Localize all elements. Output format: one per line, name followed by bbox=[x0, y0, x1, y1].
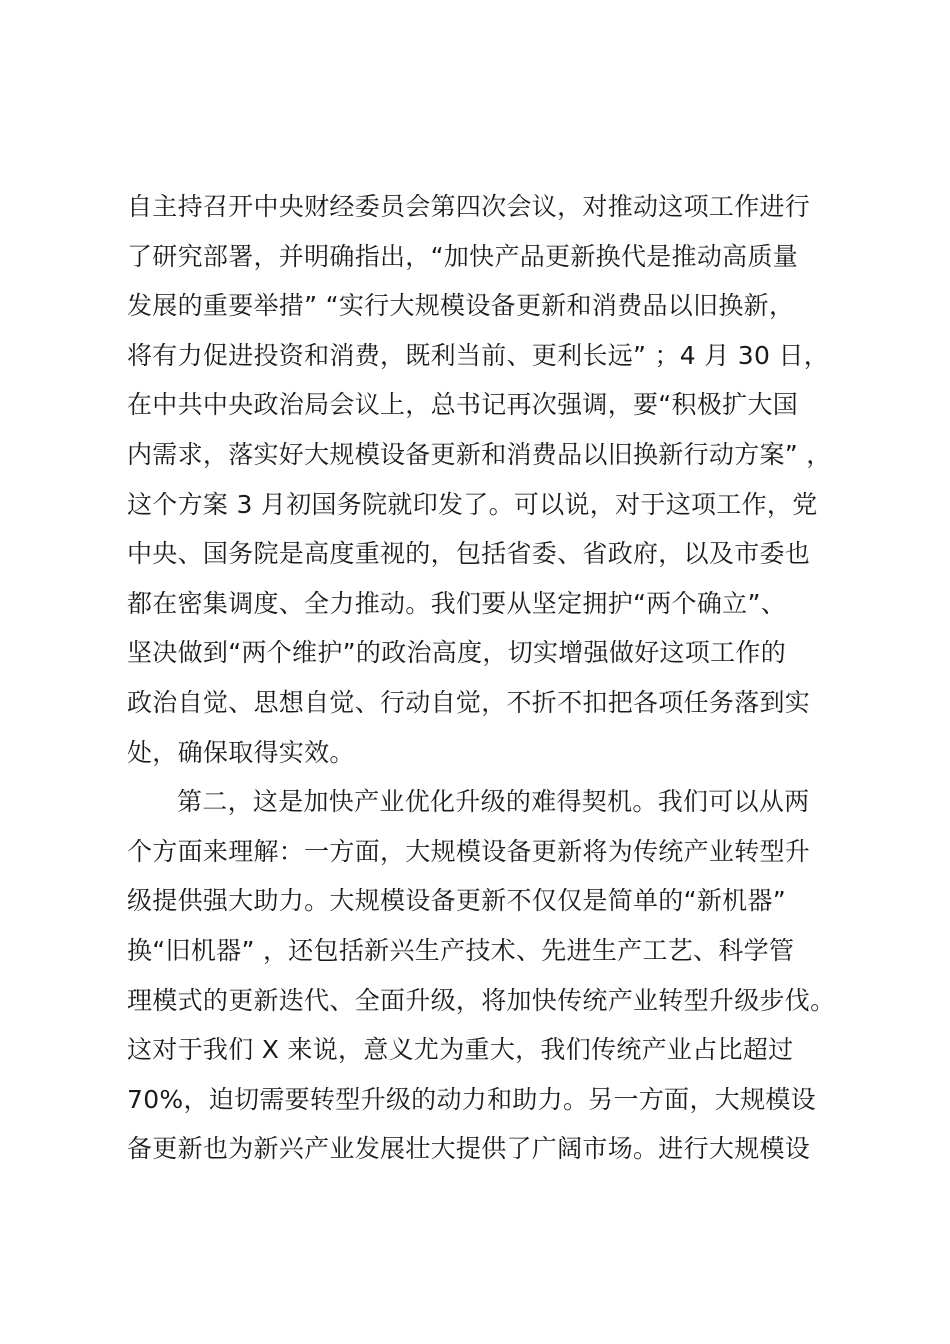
paragraph-start-line: 第二，这是加快产业优化升级的难得契机。我们可以从两 bbox=[177, 787, 810, 817]
text-line: 处，确保取得实效。 bbox=[127, 737, 355, 767]
text-line: 政治自觉、思想自觉、行动自觉，不折不扣把各项任务落到实 bbox=[127, 687, 811, 717]
text-line: 换“旧机器” ，还包括新兴生产技术、先进生产工艺、科学管 bbox=[127, 935, 795, 965]
text-line: 在中共中央政治局会议上，总书记再次强调，要“积极扩大国 bbox=[127, 390, 799, 420]
text-line: 这个方案 3 月初国务院就印发了。可以说，对于这项工作，党 bbox=[127, 489, 818, 519]
text-line: 了研究部署，并明确指出，“加快产品更新换代是推动高质量 bbox=[127, 241, 799, 271]
text-line: 都在密集调度、全力推动。我们要从坚定拥护“两个确立”、 bbox=[127, 588, 787, 618]
text-line: 内需求，落实好大规模设备更新和消费品以旧换新行动方案” ， bbox=[127, 439, 832, 469]
text-line: 这对于我们 X 来说，意义尤为重大，我们传统产业占比超过 bbox=[127, 1035, 794, 1065]
text-line: 坚决做到“两个维护”的政治高度，切实增强做好这项工作的 bbox=[127, 638, 787, 668]
text-line: 发展的重要举措” “实行大规模设备更新和消费品以旧换新， bbox=[127, 291, 795, 321]
document-body bbox=[127, 182, 847, 1174]
text-line: 70%，迫切需要转型升级的动力和助力。另一方面，大规模设 bbox=[127, 1084, 816, 1114]
text-line: 中央、国务院是高度重视的，包括省委、省政府，以及市委也 bbox=[127, 539, 811, 569]
text-line: 级提供强大助力。大规模设备更新不仅仅是简单的“新机器” bbox=[127, 886, 787, 916]
text-line: 理模式的更新迭代、全面升级，将加快传统产业转型升级步伐。 bbox=[127, 985, 836, 1015]
text-line: 自主持召开中央财经委员会第四次会议，对推动这项工作进行 bbox=[127, 192, 811, 221]
text-line: 将有力促进投资和消费，既利当前、更利长远” ；4 月 30 日， bbox=[127, 340, 830, 370]
text-line: 个方面来理解：一方面，大规模设备更新将为传统产业转型升 bbox=[127, 836, 811, 866]
text-line: 备更新也为新兴产业发展壮大提供了广阔市场。进行大规模设 bbox=[127, 1134, 811, 1164]
